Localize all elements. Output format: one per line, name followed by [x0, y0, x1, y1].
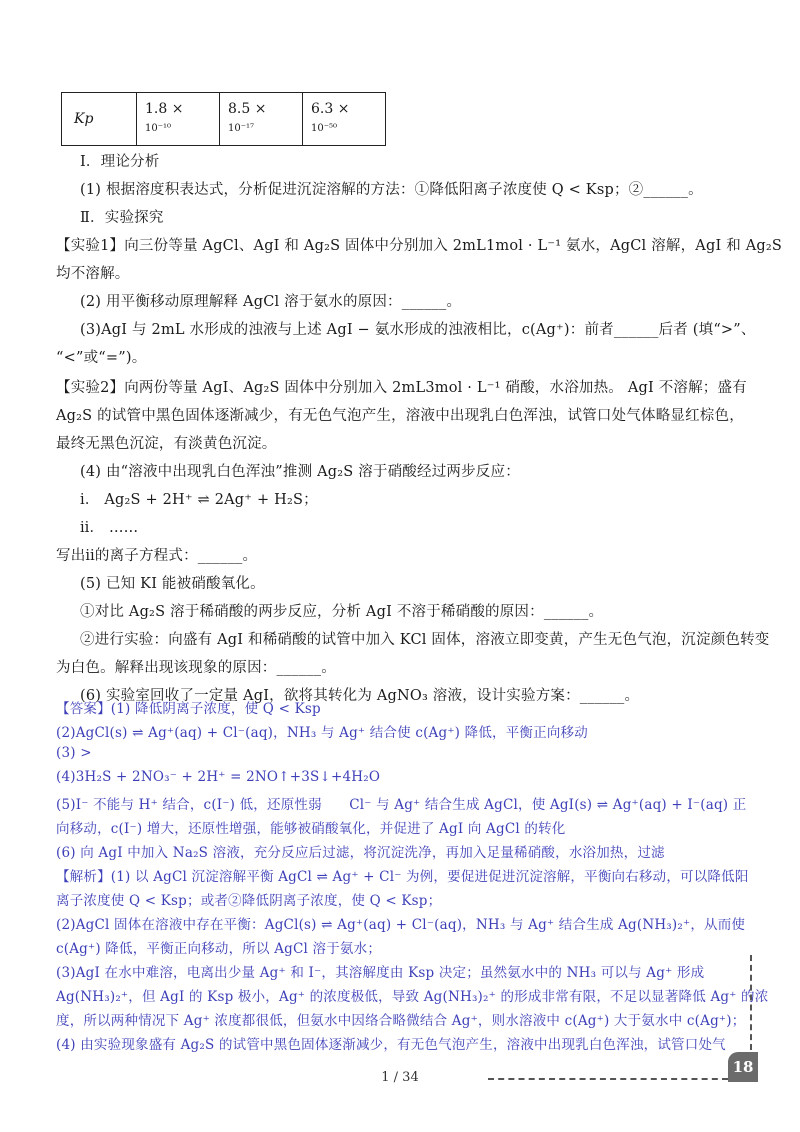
answer-line: (2)AgCl(s) ⇌ Ag⁺(aq) + Cl⁻(aq)，NH₃ 与 Ag⁺ 结合使 c(Ag⁺) 降低，平衡正向移动 [56, 725, 588, 741]
analysis-line: Ag(NH₃)₂⁺，但 AgI 的 Ksp 极小，Ag⁺ 的浓度极低，导致 Ag(NH₃)₂⁺ 的形成非常有限，不足以显著降低 Ag⁺ 的浓 [56, 989, 769, 1005]
answer-line: (4)3H₂S + 2NO₃⁻ + 2H⁺ = 2NO↑+3S↓+4H₂O [56, 769, 381, 785]
table-row [62, 93, 386, 146]
page-corner-divider-vertical [750, 955, 752, 1050]
question-line: Ⅰ．理论分析 [80, 154, 160, 170]
answer-line: (6) 向 AgI 中加入 Na₂S 溶液，充分反应后过滤，将沉淀洗净，再加入足量稀硝酸，水浴加热，过滤 [56, 845, 665, 861]
question-line: 均不溶解。 [56, 266, 130, 282]
analysis-line: c(Ag⁺) 降低，平衡正向移动，所以 AgCl 溶于氨水； [56, 941, 382, 957]
question-line: 写出ⅱ的离子方程式：______。 [56, 548, 258, 564]
question-line: (3)AgI 与 2mL 水形成的浊液与上述 AgI − 氨水形成的浊液相比，c(Ag⁺)：前者______后者 (填“>”、 [80, 322, 756, 338]
question-line: 为白色。解释出现该现象的原因：______。 [56, 660, 336, 676]
page-number: 1 / 34 [381, 1070, 419, 1085]
analysis-line: 离子浓度使 Q < Ksp；或者②降低阴离子浓度，使 Q < Ksp； [56, 893, 442, 909]
question-line: (5) 已知 KI 能被硝酸氧化。 [80, 576, 265, 592]
question-line: (4) 由“溶液中出现乳白色浑浊”推测 Ag₂S 溶于硝酸经过两步反应： [80, 464, 520, 480]
question-line: Ⅱ．实验探究 [80, 210, 164, 226]
question-line: ①对比 Ag₂S 溶于稀硝酸的两步反应，分析 AgI 不溶于稀硝酸的原因：______。 [80, 604, 604, 620]
question-line: (6) 实验室回收了一定量 AgI，欲将其转化为 AgNO₃ 溶液，设计实验方案：______。 [80, 688, 640, 704]
page-corner-badge: 18 [728, 1052, 758, 1082]
analysis-line: 【解析】(1) 以 AgCl 沉淀溶解平衡 AgCl ⇌ Ag⁺ + Cl⁻ 为例，要促进促进沉淀溶解，平衡向右移动，可以降低阳 [56, 869, 749, 885]
question-line: ⅱ． …… [80, 520, 139, 536]
table-cell [137, 93, 220, 146]
answer-line: 向移动，c(I⁻) 增大，还原性增强，能够被硝酸氧化，并促进了 AgI 向 AgCl 的转化 [56, 821, 566, 837]
table-cell [303, 93, 386, 146]
question-line: 【实验1】向三份等量 AgCl、AgI 和 Ag₂S 固体中分别加入 2mL1mol · L⁻¹ 氨水，AgCl 溶解，AgI 和 Ag₂S [56, 238, 783, 254]
question-line: ②进行实验：向盛有 AgI 和稀硝酸的试管中加入 KCl 固体，溶液立即变黄，产生无色气泡，沉淀颜色转变 [80, 632, 770, 648]
analysis-line: (3)AgI 在水中难溶，电离出少量 Ag⁺ 和 I⁻，其溶解度由 Ksp 决定；虽然氨水中的 NH₃ 可以与 Ag⁺ 形成 [56, 965, 705, 981]
question-line: (2) 用平衡移动原理解释 AgCl 溶于氨水的原因：______。 [80, 294, 462, 310]
cell-mantissa: 6.3 × [311, 101, 350, 117]
cell-exponent: 10⁻¹⁷ [228, 123, 255, 134]
question-line: 【实验2】向两份等量 AgI、Ag₂S 固体中分别加入 2mL3mol · L⁻¹ 硝酸，水浴加热。 AgI 不溶解；盛有 [56, 380, 747, 396]
analysis-line: (2)AgCl 固体在溶液中存在平衡：AgCl(s) ⇌ Ag⁺(aq) + Cl⁻(aq)，NH₃ 与 Ag⁺ 结合生成 Ag(NH₃)₂⁺，从而使 [56, 917, 746, 933]
ksp-table [61, 92, 386, 146]
analysis-line: 度，所以两种情况下 Ag⁺ 浓度都很低，但氨水中因络合略微结合 Ag⁺，则水溶液中 c(Ag⁺) 大于氨水中 c(Ag⁺)； [56, 1013, 746, 1029]
question-line: “<”或“=”)。 [56, 350, 147, 366]
question-line: ⅰ． Ag₂S + 2H⁺ ⇌ 2Ag⁺ + H₂S； [80, 492, 318, 508]
question-line: 最终无黑色沉淀，有淡黄色沉淀。 [56, 436, 277, 452]
cell-exponent: 10⁻¹⁰ [145, 123, 172, 134]
analysis-line: (4) 由实验现象盛有 Ag₂S 的试管中黑色固体逐渐减少，有无色气泡产生，溶液中出现乳白色浑浊，试管口处气 [56, 1037, 726, 1053]
table-cell [220, 93, 303, 146]
answer-line: (5)I⁻ 不能与 H⁺ 结合，c(I⁻) 低，还原性弱 Cl⁻ 与 Ag⁺ 结合生成 AgCl，使 AgI(s) ⇌ Ag⁺(aq) + I⁻(aq) 正 [56, 797, 747, 813]
table-header-kp: Kp [62, 93, 137, 146]
cell-mantissa: 1.8 × [145, 101, 184, 117]
cell-mantissa: 8.5 × [228, 101, 267, 117]
answer-line: (3) > [56, 745, 92, 761]
answer-line: 【答案】(1) 降低阴离子浓度，使 Q < Ksp [56, 701, 321, 717]
cell-exponent: 10⁻⁵⁰ [311, 123, 338, 134]
question-line: Ag₂S 的试管中黑色固体逐渐减少，有无色气泡产生，溶液中出现乳白色浑浊，试管口处气体略显红棕色， [56, 408, 744, 424]
question-line: (1) 根据溶度积表达式，分析促进沉淀溶解的方法：①降低阳离子浓度使 Q < Ksp；②______。 [80, 182, 703, 198]
